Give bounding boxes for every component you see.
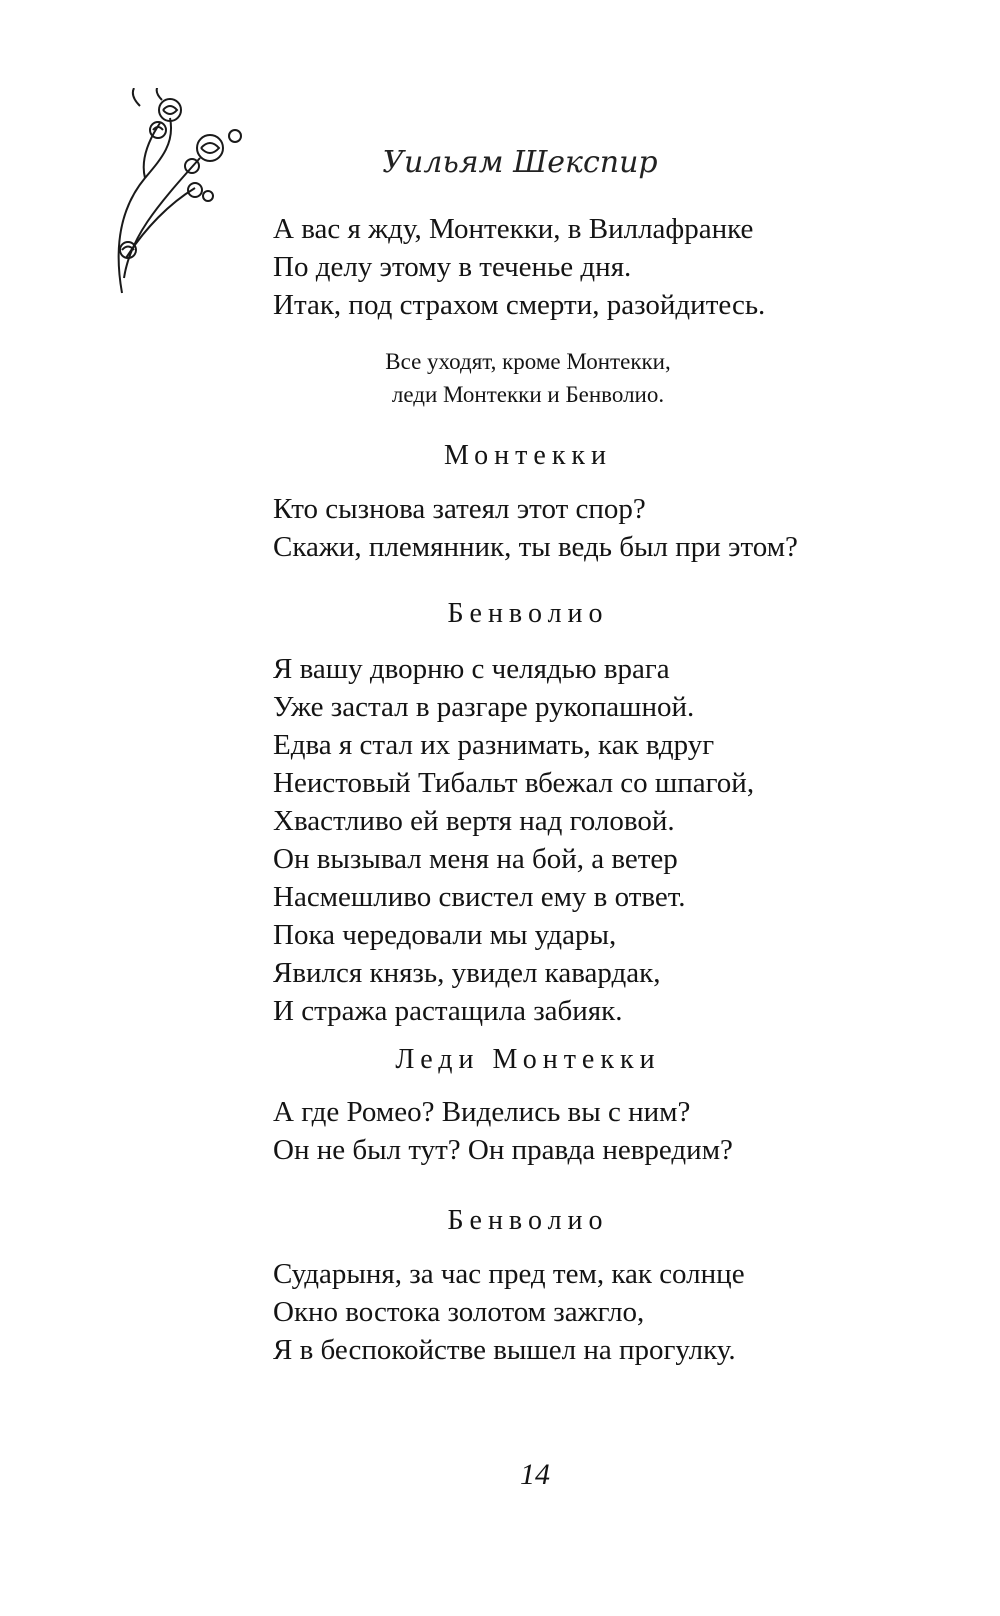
verse-line: Скажи, племянник, ты ведь был при этом? bbox=[273, 531, 798, 563]
verse-line: И стража растащила забияк. bbox=[273, 995, 623, 1027]
page-number: 14 bbox=[520, 1458, 550, 1491]
verse-speech bbox=[273, 1255, 913, 1369]
verse-line: Хвастливо ей вертя над головой. bbox=[273, 805, 675, 837]
verse-opening bbox=[273, 210, 913, 324]
verse-line: Итак, под страхом смерти, разойдитесь. bbox=[273, 289, 766, 321]
verse-line: Сударыня, за час пред тем, как солнце bbox=[273, 1258, 745, 1290]
verse-line: Явился князь, увидел кавардак, bbox=[273, 957, 661, 989]
verse-line: Окно востока золотом зажгло, bbox=[273, 1296, 645, 1328]
verse-line: Уже застал в разгаре рукопашной. bbox=[273, 691, 695, 723]
verse-line: Кто сызнова затеял этот спор? bbox=[273, 493, 646, 525]
verse-speech bbox=[273, 490, 913, 566]
verse-line: Я вашу дворню с челядью врага bbox=[273, 653, 670, 685]
verse-line: Я в беспокойстве вышел на прогулку. bbox=[273, 1334, 736, 1366]
stage-direction bbox=[273, 345, 783, 411]
verse-line: Насмешливо свистел ему в ответ. bbox=[273, 881, 686, 913]
running-title: Уильям Шекспир bbox=[382, 145, 658, 180]
running-head bbox=[0, 145, 1000, 180]
verse-line: Пока чередовали мы удары, bbox=[273, 919, 617, 951]
verse-line: Он вызывал меня на бой, а ветер bbox=[273, 843, 678, 875]
verse-line: По делу этому в теченье дня. bbox=[273, 251, 632, 283]
stage-line: леди Монтекки и Бенволио. bbox=[391, 382, 665, 407]
floral-ornament-icon bbox=[100, 88, 260, 308]
verse-speech bbox=[273, 1093, 913, 1169]
speaker-name: Бенволио bbox=[447, 1205, 609, 1236]
speaker-name: Леди Монтекки bbox=[395, 1044, 661, 1075]
verse-line: Он не был тут? Он правда невредим? bbox=[273, 1134, 733, 1166]
speaker-name: Бенволио bbox=[447, 598, 609, 629]
speaker-name: Монтекки bbox=[443, 440, 613, 471]
verse-line: Неистовый Тибальт вбежал со шпагой, bbox=[273, 767, 755, 799]
verse-line: А вас я жду, Монтекки, в Виллафранке bbox=[273, 213, 754, 245]
verse-line: А где Ромео? Виделись вы с ним? bbox=[273, 1096, 691, 1128]
verse-speech bbox=[273, 650, 913, 1030]
verse-line: Едва я стал их разнимать, как вдруг bbox=[273, 729, 715, 761]
stage-line: Все уходят, кроме Монтекки, bbox=[385, 349, 671, 374]
